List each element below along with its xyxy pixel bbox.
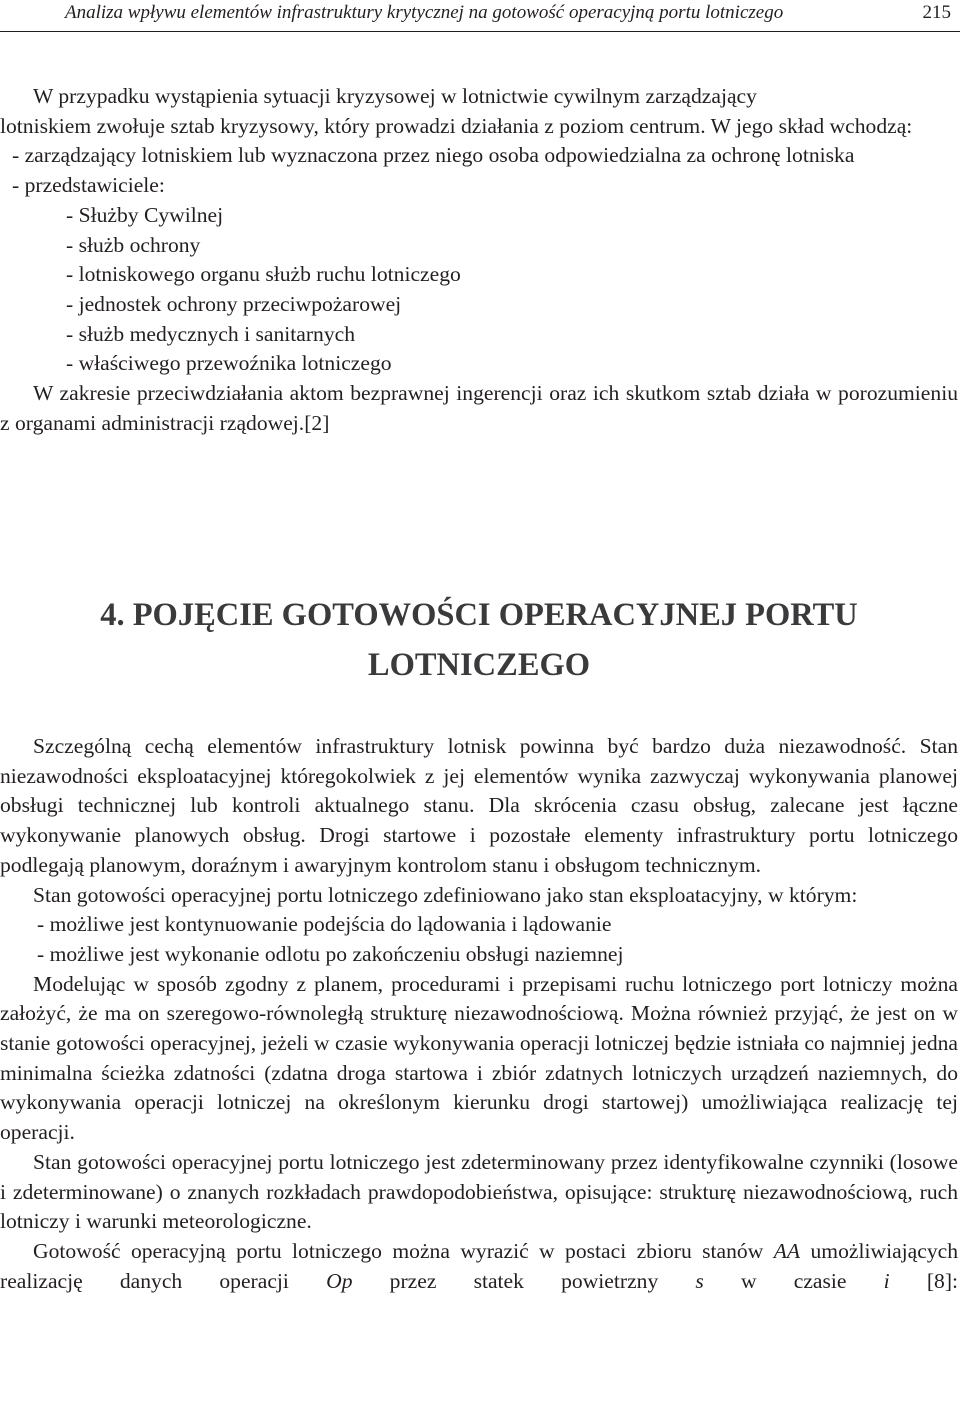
body-text: umożliwiających realizację danych operacji <box>0 1238 958 1293</box>
crisis-staff-section <box>0 82 958 438</box>
list-item: - możliwe jest kontynuowanie podejścia do lądowania i lądowanie <box>37 912 612 937</box>
sub-list-item: - Służby Cywilnej <box>66 202 224 227</box>
body-paragraph <box>0 1237 958 1296</box>
page-number: 215 <box>922 2 951 23</box>
math-symbol: Op <box>326 1268 353 1293</box>
body-text: przez statek powietrzny <box>352 1268 696 1293</box>
sub-list-item: - lotniskowego organu służb ruchu lotniczego <box>66 262 461 287</box>
math-symbol: i <box>883 1268 890 1293</box>
body-paragraph: Stan gotowości operacyjnej portu lotniczego zdefiniowano jako stan eksploatacyjny, w którym: <box>33 882 858 907</box>
closing-paragraph: W zakresie przeciwdziałania aktom bezprawnej ingerencji oraz ich skutkom sztab działa w porozumieniu z organami administracji rządowej.[2] <box>0 381 958 435</box>
section-heading <box>0 590 958 690</box>
body-text: w czasie <box>703 1268 884 1293</box>
readiness-section <box>0 732 958 1296</box>
body-text: Gotowość operacyjną portu lotniczego można wyrazić w postaci zbioru stanów <box>33 1238 774 1263</box>
section-heading-line: 4. POJĘCIE GOTOWOŚCI OPERACYJNEJ PORTU <box>100 597 858 633</box>
body-paragraph: Stan gotowości operacyjnej portu lotniczego jest zdeterminowany przez identyfikowalne czynniki (losowe i zdeterminowane) o znanych rozkładach prawdopodobieństwa, opisujące: strukturę niezawodnościową, ruch lotniczy i warunki meteorologiczne. <box>0 1149 958 1234</box>
sub-list-item: - jednostek ochrony przeciwpożarowej <box>66 291 402 316</box>
list-item: - możliwe jest wykonanie odlotu po zakończeniu obsługi naziemnej <box>37 941 624 966</box>
section-heading-line: LOTNICZEGO <box>367 647 591 683</box>
body-paragraph: Modelując w sposób zgodny z planem, procedurami i przepisami ruchu lotniczego port lotniczy można założyć, że ma on szeregowo-równoległą strukturę niezawodnościową. Można również przyjąć, że jest on w stanie gotowości operacyjnej, jeżeli w czasie wykonywania operacji lotniczej będzie istniała co najmniej jedna minimalna ścieżka zdatności (zdatna droga startowa i zbiór zdatnych lotniczych urządzeń naziemnych, do wykonywania operacji lotniczej na określonym kierunku drogi startowej) umożliwiająca realizację tej operacji. <box>0 971 958 1145</box>
list-item: - przedstawiciele: <box>12 173 165 198</box>
header-divider <box>0 31 960 32</box>
intro-paragraph: lotniskiem zwołuje sztab kryzysowy, który prowadzi działania z poziom centrum. W jego skład wchodzą: <box>0 113 913 138</box>
sub-list-item: - służb ochrony <box>66 232 201 257</box>
running-header-title: Analiza wpływu elementów infrastruktury krytycznej na gotowość operacyjną portu lotniczego <box>65 2 784 23</box>
math-symbol: s <box>695 1268 704 1293</box>
math-symbol: AA <box>773 1238 801 1263</box>
sub-list-item: - służb medycznych i sanitarnych <box>66 321 356 346</box>
body-text: [8]: <box>889 1268 959 1293</box>
sub-list-item: - właściwego przewoźnika lotniczego <box>66 351 392 376</box>
body-paragraph: Szczególną cechą elementów infrastruktury lotnisk powinna być bardzo duża niezawodność. Stan niezawodności eksploatacyjnej któregokolwiek z jej elementów wynika zazwyczaj wykonywania planowej obsługi technicznej lub kontroli aktualnego stanu. Dla skrócenia czasu obsług, zalecane jest łączne wykonywanie planowych obsług. Drogi startowe i pozostałe elementy infrastruktury portu lotniczego podlegają planowym, doraźnym i awaryjnym kontrolom stanu i obsługom technicznym. <box>0 734 958 877</box>
list-item: - zarządzający lotniskiem lub wyznaczona przez niego osoba odpowiedzialna za ochronę lotniska <box>12 143 855 168</box>
intro-line: W przypadku wystąpienia sytuacji kryzysowej w lotnictwie cywilnym zarządzający <box>33 84 757 108</box>
